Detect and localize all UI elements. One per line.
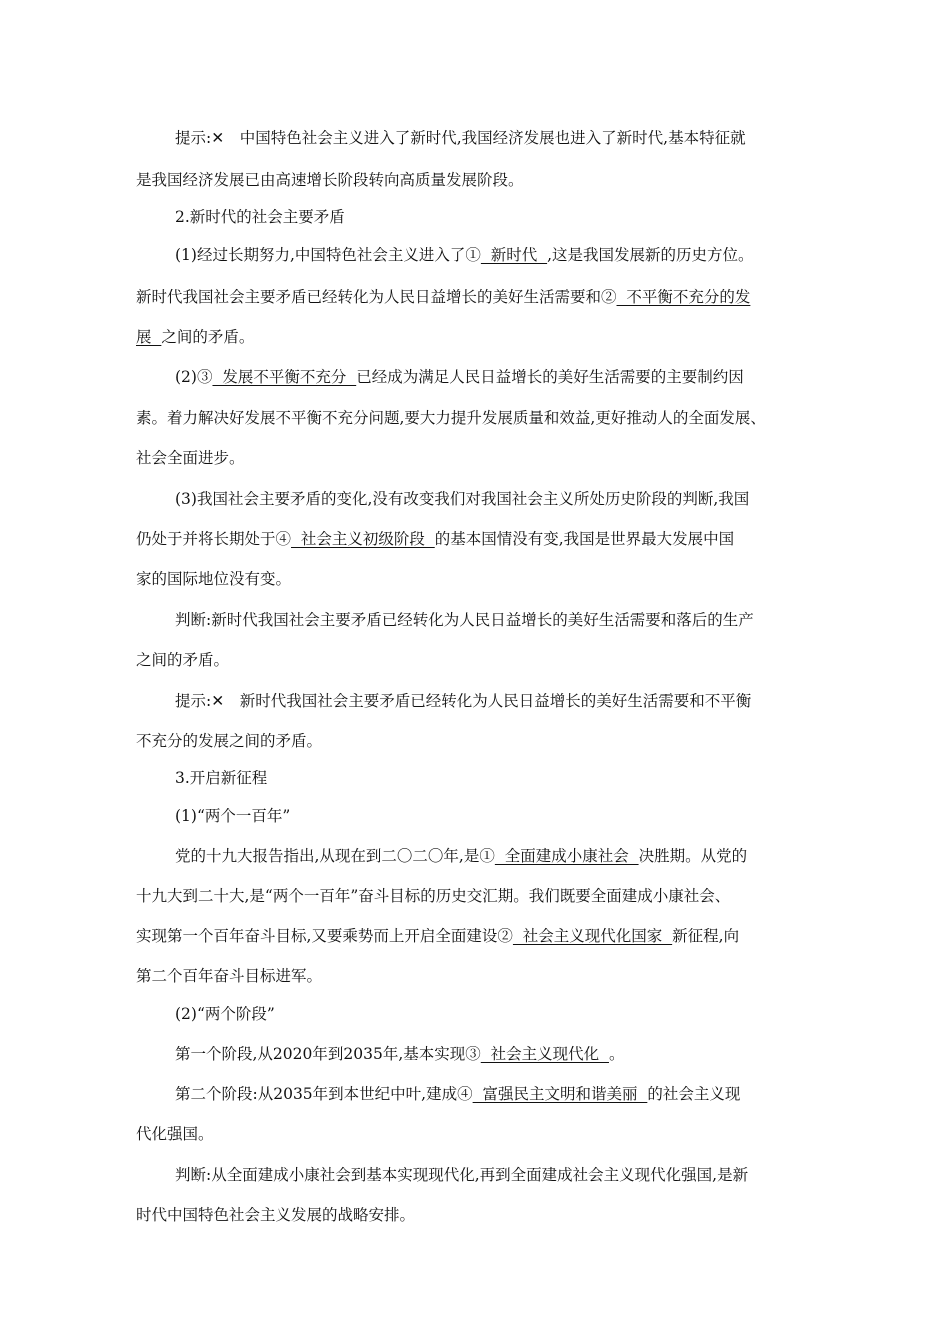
judgement-line: 判断:新时代我国社会主要矛盾已经转化为人民日益增长的美好生活需要和落后的生产 xyxy=(175,611,754,629)
paragraph-line: 第一个阶段,从2020年到2035年,基本实现③ 社会主义现代化 。 xyxy=(175,1045,625,1063)
fill-blank-answer: 社会主义现代化 xyxy=(480,1045,609,1063)
hint-line-2: 是我国经济发展已由高速增长阶段转向高质量发展阶段。 xyxy=(136,171,524,189)
paragraph-line: 素。着力解决好发展不平衡不充分问题,要大力提升发展质量和效益,更好推动人的全面发展、 xyxy=(136,409,766,427)
paragraph-line: (1)经过长期努力,中国特色社会主义进入了① 新时代 ,这是我国发展新的历史方位。 xyxy=(175,246,754,264)
paragraph-line: 代化强国。 xyxy=(136,1125,214,1143)
paragraph-line: 实现第一个百年奋斗目标,又要乘势而上开启全面建设② 社会主义现代化国家 新征程,向 xyxy=(136,927,740,945)
wrong-mark-icon: ✕ xyxy=(211,692,225,710)
judgement-line: 之间的矛盾。 xyxy=(136,651,230,669)
hint-label: 提示: xyxy=(175,129,212,147)
paragraph-line: (2)③ 发展不平衡不充分 已经成为满足人民日益增长的美好生活需要的主要制约因 xyxy=(175,368,744,386)
subheading: (2)“两个阶段” xyxy=(175,1005,275,1023)
judgement-line: 时代中国特色社会主义发展的战略安排。 xyxy=(136,1206,416,1224)
fill-blank-answer: 新时代 xyxy=(480,246,548,264)
hint-line-1: 提示:✕ 中国特色社会主义进入了新时代,我国经济发展也进入了新时代,基本特征就 xyxy=(175,129,746,147)
fill-blank-answer: 展 xyxy=(136,328,162,346)
fill-blank-answer: 社会主义初级阶段 xyxy=(291,530,435,548)
hint-label: 提示: xyxy=(175,692,212,710)
section-heading-2: 2.新时代的社会主要矛盾 xyxy=(175,208,345,226)
fill-blank-answer: 不平衡不充分的发 xyxy=(616,288,751,306)
fill-blank-answer: 发展不平衡不充分 xyxy=(212,368,357,386)
paragraph-line: 党的十九大报告指出,从现在到二〇二〇年,是① 全面建成小康社会 决胜期。从党的 xyxy=(175,847,748,865)
paragraph-line: (3)我国社会主要矛盾的变化,没有改变我们对我国社会主义所处历史阶段的判断,我国 xyxy=(175,490,750,508)
fill-blank-answer: 全面建成小康社会 xyxy=(494,847,639,865)
judgement-line: 判断:从全面建成小康社会到基本实现现代化,再到全面建成社会主义现代化强国,是新 xyxy=(175,1166,749,1184)
hint-line: 不充分的发展之间的矛盾。 xyxy=(136,732,323,750)
paragraph-line: 仍处于并将长期处于④ 社会主义初级阶段 的基本国情没有变,我国是世界最大发展中国 xyxy=(136,530,735,548)
paragraph-line: 社会全面进步。 xyxy=(136,449,245,467)
paragraph-line: 家的国际地位没有变。 xyxy=(136,570,292,588)
fill-blank-answer: 富强民主文明和谐美丽 xyxy=(472,1085,648,1103)
wrong-mark-icon: ✕ xyxy=(211,129,225,147)
subheading: (1)“两个一百年” xyxy=(175,807,291,825)
paragraph-line: 新时代我国社会主要矛盾已经转化为人民日益增长的美好生活需要和② 不平衡不充分的发 xyxy=(136,288,751,306)
paragraph-line: 第二个百年奋斗目标进军。 xyxy=(136,967,323,985)
paragraph-line: 第二个阶段:从2035年到本世纪中叶,建成④ 富强民主文明和谐美丽 的社会主义现 xyxy=(175,1085,741,1103)
paragraph-line: 展 之间的矛盾。 xyxy=(136,328,255,346)
section-heading-3: 3.开启新征程 xyxy=(175,769,268,787)
hint-line: 提示:✕ 新时代我国社会主要矛盾已经转化为人民日益增长的美好生活需要和不平衡 xyxy=(175,692,752,710)
paragraph-line: 十九大到二十大,是“两个一百年”奋斗目标的历史交汇期。我们既要全面建成小康社会、 xyxy=(136,887,731,905)
fill-blank-answer: 社会主义现代化国家 xyxy=(512,927,673,945)
